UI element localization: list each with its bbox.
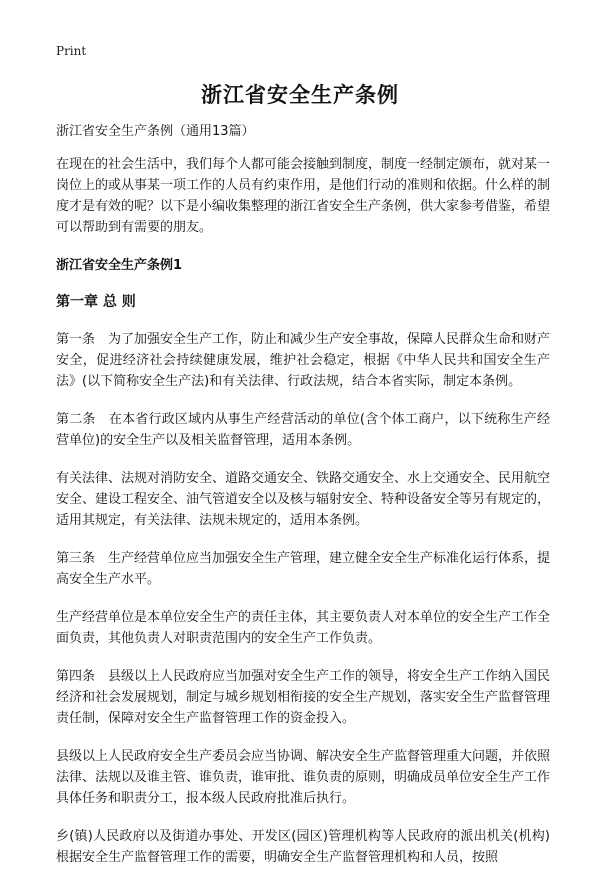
article-4-clause-paragraph-2: 乡(镇)人民政府以及街道办事处、开发区(园区)管理机构等人民政府的派出机关(机构)根据安全生产监督管理工作的需要，明确安全生产监督管理机构和人员，按照: [56, 829, 550, 865]
article-2-paragraph: 第二条 在本省行政区域内从事生产经营活动的单位(含个体工商户，以下统称生产经营单位)的安全生产以及相关监督管理，适用本条例。: [56, 412, 550, 448]
article-3-paragraph: 第三条 生产经营单位应当加强安全生产管理，建立健全安全生产标准化运行体系，提高安全生产水平。: [56, 551, 551, 587]
print-label[interactable]: Print: [56, 44, 87, 58]
article-4-clause-paragraph: 县级以上人民政府安全生产委员会应当协调、解决安全生产监督管理重大问题，并依照法律、法规以及谁主管、谁负责，谁审批、谁负责的原则，明确成员单位安全生产工作具体任务和职责分工，报本级人民政府批准后执行。: [56, 749, 551, 806]
article-2-clause-paragraph: 有关法律、法规对消防安全、道路交通安全、铁路交通安全、水上交通安全、民用航空安全、建设工程安全、油气管道安全以及核与辐射安全、特种设备安全等另有规定的，适用其规定，有关法律、法规未规定的，适用本条例。: [56, 471, 551, 528]
document-subtitle: 浙江省安全生产条例（通用13篇）: [56, 124, 255, 139]
article-4-paragraph: 第四条 县级以上人民政府应当加强对安全生产工作的领导，将安全生产工作纳入国民经济和社会发展规划，制定与城乡规划相衔接的安全生产规划，落实安全生产监督管理责任制，保障对安全生产监督管理工作的资金投入。: [56, 669, 551, 726]
article-3-clause-paragraph: 生产经营单位是本单位安全生产的责任主体，其主要负责人对本单位的安全生产工作全面负责，其他负责人对职责范围内的安全生产工作负责。: [56, 610, 551, 646]
chapter-heading: 第一章 总 则: [56, 294, 136, 310]
section-heading: 浙江省安全生产条例1: [56, 258, 183, 273]
document-body: [56, 121, 550, 885]
intro-paragraph: 在现在的社会生活中，我们每个人都可能会接触到制度，制度一经制定颁布，就对某一岗位上的或从事某一项工作的人员有约束作用，是他们行动的准则和依据。什么样的制度才是有效的呢？以下是小编收集整理的浙江省安全生产条例，供大家参考借鉴，希望可以帮助到有需要的朋友。: [56, 157, 551, 235]
article-1-paragraph: 第一条 为了加强安全生产工作，防止和减少生产安全事故，保障人民群众生命和财产安全，促进经济社会持续健康发展，维护社会稳定，根据《中华人民共和国安全生产法》(以下简称安全生产法)和有关法律、行政法规，结合本省实际，制定本条例。: [56, 332, 551, 389]
document-title: 浙江省安全生产条例: [201, 83, 399, 107]
